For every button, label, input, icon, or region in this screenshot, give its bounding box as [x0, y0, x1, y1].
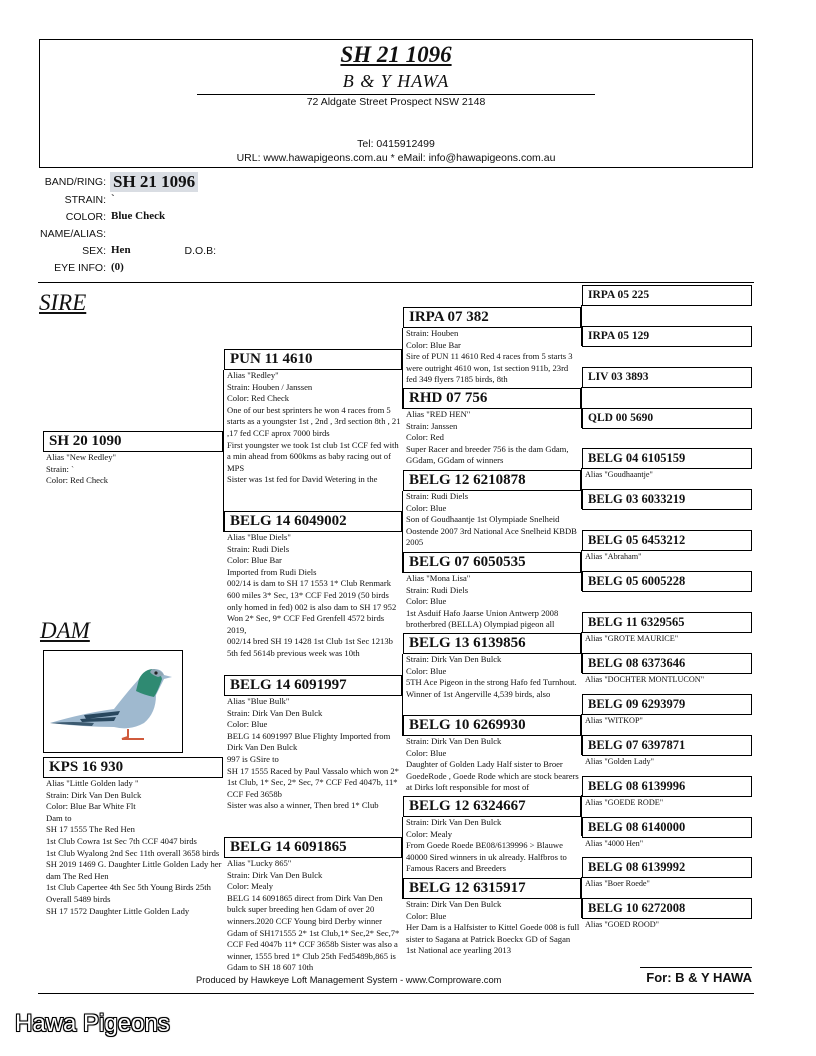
detail-line: Color: Red — [406, 432, 444, 443]
great-grandparent-alias: Alias "DOCHTER MONTLUCON" — [585, 675, 705, 684]
great-grandparent-ring[interactable]: QLD 00 5690 — [582, 408, 752, 429]
detail-line: SH 17 1572 Daughter Little Golden Lady — [46, 905, 190, 916]
detail-line: Alias "Little Golden lady " — [46, 778, 139, 788]
detail-line: Color: Red Check — [46, 475, 109, 486]
pedigree-top-rule — [38, 282, 754, 283]
detail-line: Alias "Redley" — [227, 370, 279, 380]
detail-line: Strain: Rudi Diels — [406, 491, 469, 501]
color-value: Blue Check — [111, 210, 166, 222]
sire-section-title: SIRE — [39, 290, 87, 315]
great-grandparent-ring[interactable]: LIV 03 3893 — [582, 367, 752, 388]
dss-details — [403, 654, 581, 714]
eye-info-value: (0) — [111, 261, 124, 273]
great-grandparent-ring[interactable]: IRPA 05 129 — [582, 326, 752, 347]
great-grandparent-ring[interactable]: BELG 10 6272008 — [582, 898, 752, 919]
detail-line: SH 17 1555 Raced by Paul Vassalo which won 2* 1st Club, 1* Sec, 2* Sec, 7* CCF Fed 4047b, 11* CCF Fed 3658b — [227, 765, 399, 799]
great-grandparent-ring[interactable]: BELG 08 6373646 — [582, 653, 752, 674]
great-grandparent-ring[interactable]: BELG 11 6329565 — [582, 612, 752, 633]
detail-line: Color: Mealy — [406, 828, 453, 839]
great-grandparent-card[interactable] — [582, 898, 752, 931]
sire-sire-ring[interactable]: PUN 11 4610 — [224, 349, 402, 370]
great-grandparent-alias: Alias "Golden Lady" — [585, 757, 654, 766]
sex-value: Hen — [111, 244, 131, 256]
sire-dam-details — [224, 532, 402, 672]
sire-dam-ring[interactable]: BELG 14 6049002 — [224, 511, 402, 532]
great-grandparent-card[interactable] — [582, 408, 752, 429]
great-grandparent-card[interactable] — [582, 530, 752, 563]
great-grandparent-card[interactable] — [582, 367, 752, 388]
strain-value: ` — [111, 193, 115, 205]
great-grandparent-ring[interactable]: IRPA 05 225 — [582, 285, 752, 306]
detail-line: 5TH Ace Pigeon in the strong Hafo fed Turnhout. — [406, 677, 577, 688]
sss-ring[interactable]: IRPA 07 382 — [403, 307, 581, 328]
great-grandparent-ring[interactable]: BELG 05 6453212 — [582, 530, 752, 551]
sdd-details — [403, 573, 581, 633]
detail-line: 1st Asduif Hafo Jaarse Union Antwerp 2008 brotherbred (BELLA) Olympiad pigeon all — [406, 607, 559, 630]
dam-sire-ring[interactable]: BELG 14 6091997 — [224, 675, 402, 696]
great-grandparent-card[interactable] — [582, 612, 752, 645]
great-grandparent-ring[interactable]: BELG 08 6139992 — [582, 857, 752, 878]
dsd-card[interactable] — [403, 715, 581, 796]
great-grandparent-card[interactable] — [582, 448, 752, 481]
color-label: COLOR: — [65, 211, 106, 223]
sire-card[interactable] — [43, 431, 223, 492]
footer-rule — [38, 993, 754, 994]
dam-details — [43, 778, 223, 958]
great-grandparent-alias: Alias "GOED ROOD" — [585, 920, 659, 929]
great-grandparent-card[interactable] — [582, 571, 752, 592]
great-grandparent-alias: Alias "GOEDE RODE" — [585, 798, 664, 807]
sss-details — [403, 328, 581, 388]
detail-line: Color: Red Check — [227, 393, 290, 404]
great-grandparent-card[interactable] — [582, 326, 752, 347]
detail-line: Color: Blue — [406, 596, 447, 607]
great-grandparent-card[interactable] — [582, 735, 752, 768]
dss-ring[interactable]: BELG 13 6139856 — [403, 633, 581, 654]
header-box — [39, 39, 753, 168]
watermark: Hawa Pigeons — [15, 1010, 170, 1037]
detail-line: Winner of 1st Angerville 4,539 birds, also — [406, 688, 551, 699]
header-address: 72 Aldgate Street Prospect NSW 2148 — [306, 96, 486, 108]
detail-line: Strain: Houben — [406, 328, 459, 338]
great-grandparent-card[interactable] — [582, 817, 752, 850]
detail-line: Son of Goudhaantje 1st Olympiade Snelheid Oostende 2007 3rd National Ace Snelheid KBDB 2005 — [406, 514, 577, 548]
dam-section-title: DAM — [40, 618, 90, 643]
great-grandparent-ring[interactable]: BELG 03 6033219 — [582, 489, 752, 510]
dam-sire-card[interactable] — [224, 675, 402, 836]
detail-line: Color: Blue — [406, 910, 447, 921]
great-grandparent-ring[interactable]: BELG 09 6293979 — [582, 694, 752, 715]
sex-label: SEX: — [82, 245, 106, 257]
detail-line: Strain: Dirk Van Den Bulck — [227, 707, 323, 718]
detail-line: Sister was 1st fed for David Wetering in the — [227, 474, 378, 485]
detail-line: Strain: Dirk Van Den Bulck — [227, 869, 323, 880]
great-grandparent-ring[interactable]: BELG 05 6005228 — [582, 571, 752, 592]
ssd-ring[interactable]: RHD 07 756 — [403, 388, 581, 409]
sdd-ring[interactable]: BELG 07 6050535 — [403, 552, 581, 573]
great-grandparent-alias: Alias "WITKOP" — [585, 716, 643, 725]
sire-dam-card[interactable] — [224, 511, 402, 672]
dds-details — [403, 817, 581, 877]
detail-line: Sister was also a winner, Then bred 1* Club — [227, 800, 379, 811]
header-owner: B & Y HAWA — [342, 71, 450, 91]
great-grandparent-alias: Alias "Abraham" — [585, 552, 642, 561]
detail-line: SH 17 1555 The Red Hen — [46, 824, 135, 835]
detail-line: Alias "Blue Bulk" — [227, 696, 290, 706]
dam-dam-ring[interactable]: BELG 14 6091865 — [224, 837, 402, 858]
header-divider — [197, 94, 595, 95]
detail-line: Strain: Dirk Van Den Bulck — [406, 899, 502, 909]
detail-line: From Goede Roede BE08/6139996 > Blauwe 40000 Sired winners in uk already. Halfbros to Famous Racers and Breeders — [406, 840, 567, 874]
detail-line: Color: Blue — [406, 502, 447, 513]
detail-line: Alias "RED HEN" — [406, 409, 471, 419]
sss-card[interactable] — [403, 307, 581, 388]
great-grandparent-alias: Alias "Boer Roede" — [585, 879, 650, 888]
detail-line: 002/14 is dam to SH 17 1553 1* Club Renmark 600 miles 3* Sec, 13* CCF Fed 2019 (50 birds only homed in fed) 002 is also dam to SH 17 952 Won 2* Sec, 9* CCF Fed Grenfell 4572 birds 2019, — [227, 578, 397, 635]
pigeon-photo — [43, 650, 183, 753]
detail-line: One of our best sprinters he won 4 races from 5 starts as a youngster 1st , 2nd , 3rd section 8th , 21 ,17 fed CCF aprox 7000 birds — [227, 404, 401, 438]
detail-line: Color: Blue Bar White Flt — [46, 801, 136, 812]
dds-card[interactable] — [403, 796, 581, 877]
detail-line: SH 2019 1469 G. Daughter Little Golden Lady her dam The Red Hen — [46, 859, 222, 881]
detail-line: Dam to — [46, 812, 72, 823]
detail-line: Daughter of Golden Lady Half sister to Broer GoedeRode , Goede Rode which are stock bearers at Dirks loft responsible for most of — [406, 759, 579, 793]
dss-card[interactable] — [403, 633, 581, 714]
sire-details — [43, 452, 223, 492]
detail-line: Strain: Rudi Diels — [227, 543, 290, 554]
great-grandparent-ring[interactable]: BELG 04 6105159 — [582, 448, 752, 469]
footer-for-owner: For: B & Y HAWA — [640, 967, 752, 985]
great-grandparent-ring[interactable]: BELG 08 6139996 — [582, 776, 752, 797]
ssd-card[interactable] — [403, 388, 581, 469]
pigeon-icon — [44, 651, 182, 752]
dob-label: D.O.B: — [184, 245, 216, 257]
name-alias-label: NAME/ALIAS: — [40, 228, 106, 240]
footer-produced-by: Produced by Hawkeye Loft Management System - www.Comproware.com — [196, 975, 502, 985]
detail-line: Color: Blue Bar — [406, 339, 461, 350]
detail-line: Strain: Rudi Diels — [406, 584, 469, 595]
ssd-details — [403, 409, 581, 469]
dds-ring[interactable]: BELG 12 6324667 — [403, 796, 581, 817]
detail-line: Her Dam is a Halfsister to Kittel Goede 008 is full sister to Sagana at Patrick Boeckx GD of Sagan 1st National ace yearling 2013 — [406, 922, 580, 956]
ddd-card[interactable] — [403, 878, 581, 959]
detail-line: BELG 14 6091865 direct from Dirk Van Den bulck super breeding hen Gdam of over 20 winners.2020 CCF Young bird Derby winner Gdam of SH171555 2* 1st Club,1* Sec,2* Sec,7* CCF Fed 4047b 11* CCF 3658b Sister was also a winner, 1555 bred 1* Club 25th Fed5489b,865 is Gdam to SH 18 607 10th — [227, 892, 400, 973]
great-grandparent-card[interactable] — [582, 285, 752, 306]
detail-line: Strain: Dirk Van Den Bulck — [406, 817, 502, 827]
sdd-card[interactable] — [403, 552, 581, 633]
great-grandparent-ring[interactable]: BELG 07 6397871 — [582, 735, 752, 756]
strain-label: STRAIN: — [64, 194, 106, 206]
header-tel: Tel: 0415912499 — [357, 138, 435, 150]
detail-line: Alias "New Redley" — [46, 452, 117, 462]
band-label: BAND/RING: — [44, 176, 106, 188]
detail-line: BELG 14 6091997 Blue Flighty Imported from Dirk Van Den Bulck — [227, 730, 391, 753]
sds-card[interactable] — [403, 470, 581, 551]
detail-line: 1st Club Wyalong 2nd Sec 11th overall 3658 birds — [46, 847, 220, 858]
ddd-details — [403, 899, 581, 959]
great-grandparent-card[interactable] — [582, 653, 752, 686]
sds-details — [403, 491, 581, 551]
detail-line: Color: Mealy — [227, 881, 274, 892]
detail-line: Sire of PUN 11 4610 Red 4 races from 5 starts 3 were outright 4610 won, 1st section 911b, 23rd fed 349 flyers 7185 birds, 8th — [406, 351, 573, 385]
detail-line: Color: Blue — [227, 719, 268, 730]
detail-line: Strain: Janssen — [406, 420, 458, 431]
detail-line: 1st Club Cowra 1st Sec 7th CCF 4047 birds — [46, 835, 197, 846]
detail-line: Strain: Dirk Van Den Bulck — [406, 654, 502, 664]
detail-line: Strain: ` — [46, 463, 74, 474]
detail-line: Alias "Lucky 865" — [227, 858, 292, 868]
ddd-ring[interactable]: BELG 12 6315917 — [403, 878, 581, 899]
detail-line: Alias "Blue Diels" — [227, 532, 291, 542]
detail-line: Imported from Rudi Diels — [227, 566, 317, 577]
header-ring-text: SH 21 1096 — [340, 42, 452, 67]
dam-dam-card[interactable] — [224, 837, 402, 996]
detail-line: Strain: Dirk Van Den Bulck — [406, 736, 502, 746]
detail-line: Alias "Mona Lisa" — [406, 573, 471, 583]
sire-sire-details — [224, 370, 402, 510]
sds-ring[interactable]: BELG 12 6210878 — [403, 470, 581, 491]
great-grandparent-card[interactable] — [582, 776, 752, 809]
great-grandparent-card[interactable] — [582, 489, 752, 510]
detail-line: 997 is GSire to — [227, 753, 279, 764]
great-grandparent-card[interactable] — [582, 857, 752, 890]
band-value: SH 21 1096 — [110, 172, 198, 192]
dam-card[interactable] — [43, 757, 223, 958]
header-url[interactable]: URL: www.hawapigeons.com.au * eMail: info@hawapigeons.com.au — [236, 152, 556, 164]
detail-line: First youngster we took 1st club 1st CCF fed with a min ahead from 600kms as baby racing out of MPS — [227, 439, 399, 473]
detail-line: Strain: Houben / Janssen — [227, 381, 313, 392]
header-ring — [40, 42, 752, 68]
dsd-details — [403, 736, 581, 796]
great-grandparent-alias: Alias "4000 Hen" — [585, 839, 644, 848]
detail-line: 002/14 bred SH 19 1428 1st Club 1st Sec 1213b 5th fed 5614b previous week was 10th — [227, 636, 393, 658]
great-grandparent-card[interactable] — [582, 694, 752, 727]
dam-ring[interactable]: KPS 16 930 — [43, 757, 223, 778]
eye-info-label: EYE INFO: — [54, 262, 106, 274]
detail-line: Strain: Dirk Van Den Bulck — [46, 789, 142, 800]
detail-line: Color: Blue Bar — [227, 555, 282, 566]
detail-line: 1st Club Capertee 4th Sec 5th Young Birds 25th Overall 5489 birds — [46, 882, 211, 904]
dam-sire-details — [224, 696, 402, 836]
detail-line: Color: Blue — [406, 665, 447, 676]
sire-ring[interactable]: SH 20 1090 — [43, 431, 223, 452]
great-grandparent-ring[interactable]: BELG 08 6140000 — [582, 817, 752, 838]
detail-line: Color: Blue — [406, 747, 447, 758]
detail-line: Super Racer and breeder 756 is the dam Gdam, GGdam, GGdam of winners — [406, 443, 569, 466]
dsd-ring[interactable]: BELG 10 6269930 — [403, 715, 581, 736]
great-grandparent-alias: Alias "GROTE MAURICE" — [585, 634, 679, 643]
great-grandparent-alias: Alias "Goudhaantje" — [585, 470, 653, 479]
sire-sire-card[interactable] — [224, 349, 402, 510]
